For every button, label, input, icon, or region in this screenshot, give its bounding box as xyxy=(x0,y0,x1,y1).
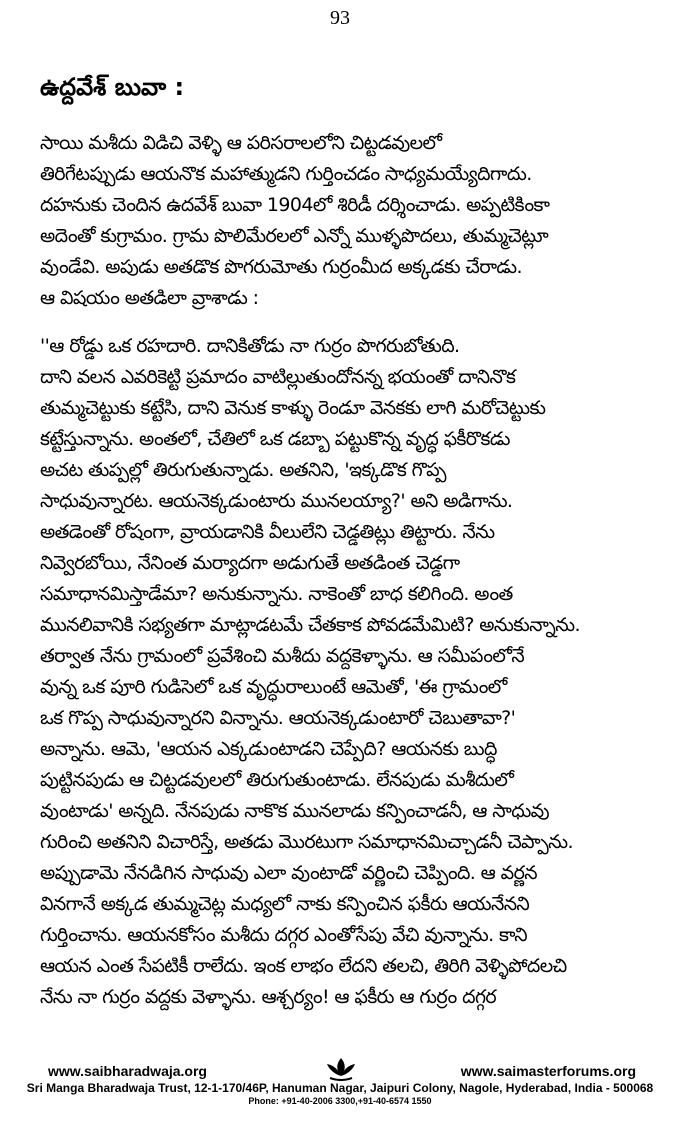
text-line: దాని వలన ఎవరికెట్టి ప్రమాదం వాటిల్లుతుందోనన్న భయంతో దానినొక xyxy=(40,366,516,388)
text-line: వున్న ఒక పూరి గుడిసెలో ఒక వృద్ధురాలుంటే ఆమెతో, 'ఈ గ్రామంలో xyxy=(40,676,507,698)
text-line: అదెంతో కుగ్రామం. గ్రామ పొలిమేరలలో ఎన్నో ముళ్ళపొదలు, తుమ్మచెట్లూ xyxy=(40,225,549,247)
text-line: ఆయన ఎంత సేపటికీ రాలేదు. ఇంక లాభం లేదని తలచి, తిరిగి వెళ్ళిపోదలచి xyxy=(40,955,567,977)
text-line: మునలివానికి సభ్యతగా మాట్లాడటమే చేతకాక పోవడమేమిటి? అనుకున్నాను. xyxy=(40,614,580,636)
text-line: గుర్తించాను. ఆయనకోసం మశీదు దగ్గర ఎంతోసేపు వేచి వున్నాను. కాని xyxy=(40,924,528,946)
text-line: ఒక గొప్ప సాధువున్నారని విన్నాను. ఆయనెక్కడుంటారో చెబుతావా?' xyxy=(40,707,516,729)
text-line: తుమ్మచెట్టుకు కట్టేసి, దాని వెనుక కాళ్ళు రెండూ వెనకకు లాగి మరోచెట్టుకు xyxy=(40,397,546,419)
text-line: ''ఆ రోడ్డు ఒక రహదారి. దానికితోడు నా గుర్రం పొగరుబోతుది. xyxy=(40,335,460,357)
text-line: పుట్టినపుడు ఆ చిట్టడవులలో తిరుగుతుంటాడు. లేనపుడు మశీదులో xyxy=(40,769,514,791)
text-line: తర్వాత నేను గ్రామంలో ప్రవేశించి మశీదు వద్దకెళ్ళాను. ఆ సమీపంలోనే xyxy=(40,645,525,667)
text-line: అతడెంతో రోషంగా, వ్రాయడానికి వీలులేని చెడ్డతిట్లు తిట్టారు. నేను xyxy=(40,521,495,543)
text-line: అన్నాను. ఆమె, 'ఆయన ఎక్కడుంటాడని చెప్పేది? ఆయనకు బుద్ధి xyxy=(40,738,497,760)
page-number: 93 xyxy=(330,7,350,29)
trust-phone: Phone: +91-40-2006 3300,+91-40-6574 1550 xyxy=(248,1096,432,1106)
text-line: తిరిగేటప్పుడు ఆయనొక మహాత్ముడని గుర్తించడం సాధ్యమయ్యేదిగాదు. xyxy=(40,163,532,185)
text-line: వుంటాడు' అన్నది. నేనపుడు నాకొక మునలాడు కన్పించాడనీ, ఆ సాధువు xyxy=(40,800,550,822)
text-line: అచట తుప్పల్లో తిరుగుతున్నాడు. అతనిని, 'ఇక్కడొక గొప్ప xyxy=(40,459,446,481)
text-line: నేను నా గుర్రం వద్దకు వెళ్ళాను. ఆశ్చర్యం! ఆ ఫకీరు ఆ గుర్రం దగ్గర xyxy=(40,986,497,1008)
text-line: వుండేవి. అపుడు అతడొక పొగరుమోతు గుర్రంమీద అక్కడకు చేరాడు. xyxy=(40,256,522,278)
text-line: అప్పుడామె నేనడిగిన సాధువు ఎలా వుంటాడో వర్ణించి చెప్పింది. ఆ వర్ణన xyxy=(40,862,537,884)
text-line: సమాధానమిస్తాడేమా? అనుకున్నాను. నాకెంతో బాధ కలిగింది. అంత xyxy=(40,583,513,605)
text-line: సాధువున్నారట. ఆయనెక్కడుంటారు మునలయ్యా?' అని అడిగాను. xyxy=(40,490,513,512)
lotus-ornament-icon xyxy=(324,1056,358,1082)
trust-address: Sri Manga Bharadwaja Trust, 12-1-170/46P, Hanuman Nagar, Jaipuri Colony, Nagole, Hyderabad, India - 500068 xyxy=(26,1081,654,1095)
text-line: కట్టేస్తున్నాను. అంతలో, చేతిలో ఒక డబ్బా పట్టుకొన్న వృద్ధ ఫకీరొకడు xyxy=(40,428,510,450)
text-line: సాయి మశీదు విడిచి వెళ్ళి ఆ పరిసరాలలోని చిట్టడవులలో xyxy=(40,132,442,154)
text-line: గురించి అతనిని విచారిస్తే, అతడు మొరటుగా సమాధానమిచ్చాడనీ చెప్పాను. xyxy=(40,831,573,853)
saimasterforums-website-link[interactable]: www.saimasterforums.org xyxy=(460,1063,636,1079)
text-line: వినగానే అక్కడ తుమ్మచెట్ల మధ్యలో నాకు కన్పించిన ఫకీరు ఆయనేనని xyxy=(40,893,530,915)
text-line: ఆ విషయం అతడిలా వ్రాశాడు : xyxy=(40,287,259,309)
text-line: నివ్వెరబోయి, నేనింత మర్యాదగా అడుగుతే అతడింత చెడ్డగా xyxy=(40,552,460,574)
section-heading: ఉద్దవేశ్ బువా : xyxy=(40,73,185,101)
saibharadwaja-website-link[interactable]: www.saibharadwaja.org xyxy=(48,1063,207,1079)
text-line: దహనుకు చెందిన ఉదవేశ్ బువా 1904లో శిరిడీ దర్శించాడు. అప్పటికింకా xyxy=(40,194,550,216)
